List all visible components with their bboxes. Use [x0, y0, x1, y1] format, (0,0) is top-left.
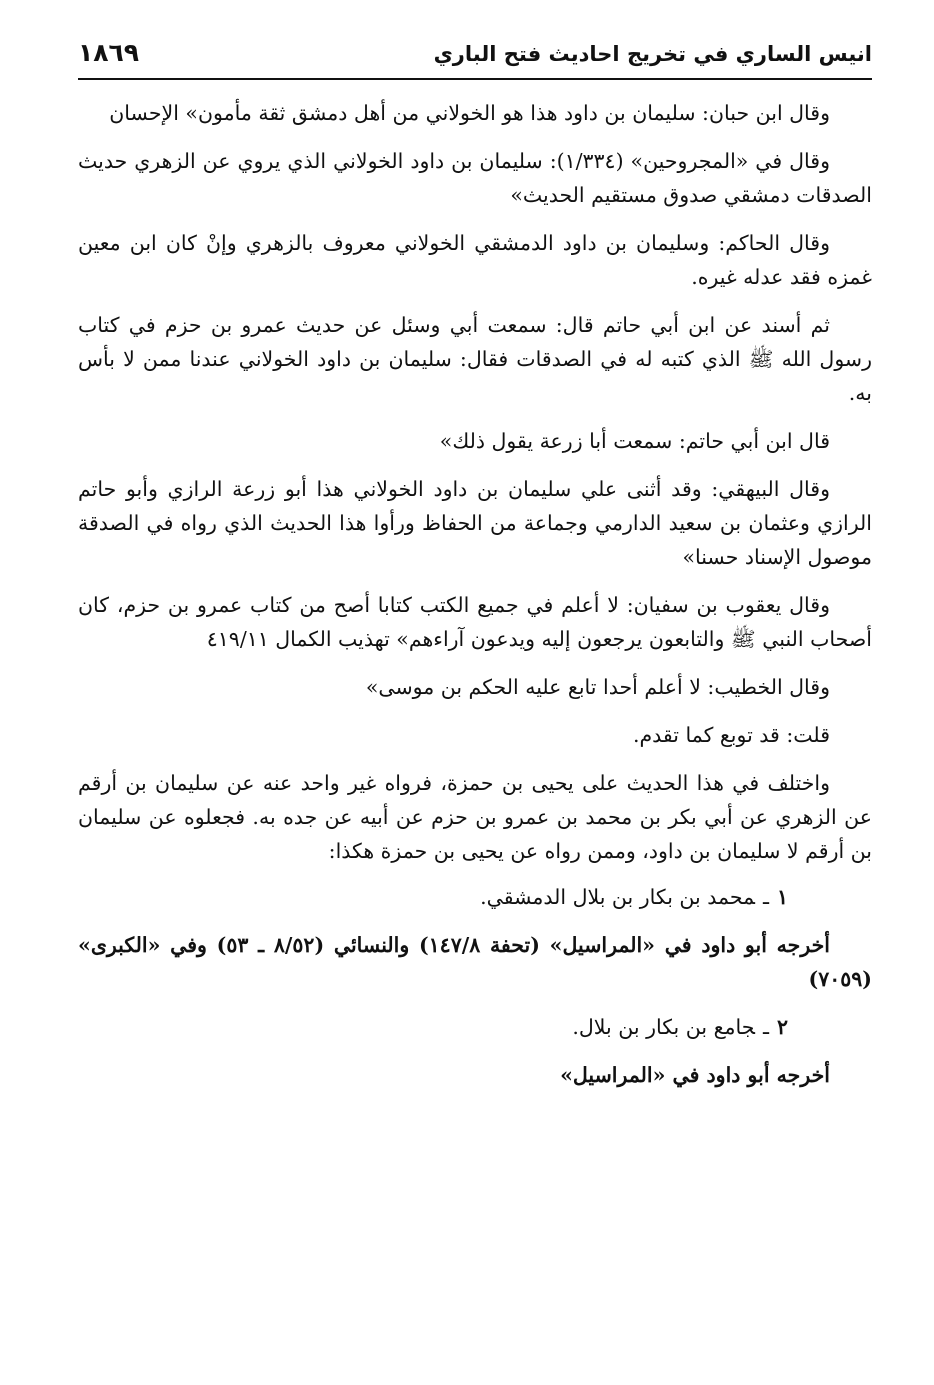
running-title: انيس الساري في تخريج احاديث فتح الباري — [433, 42, 872, 66]
page-header — [78, 38, 872, 80]
paragraph: واختلف في هذا الحديث على يحيى بن حمزة، فرواه غير واحد عنه عن سليمان بن أرقم عن الزهري عن أبي بكر بن محمد بن عمرو بن حزم عن أبيه عن جده به. فجعلوه عن سليمان بن أرقم لا سليمان بن داود، وممن رواه عن يحيى بن حمزة هكذا: — [78, 771, 872, 863]
list-item-source: أخرجه أبو داود في «المراسيل» (تحفة ١٤٧/٨) والنسائي (٨/٥٢ ـ ٥٣) وفي «الكبرى» (٧٠٥٩) — [78, 933, 872, 991]
paragraph: ثم أسند عن ابن أبي حاتم قال: سمعت أبي وسئل عن حديث عمرو بن حزم في كتاب رسول الله ﷺ الذي كتبه له في الصدقات فقال: سليمان بن داود الخولاني عندنا ممن لا بأس به. — [78, 313, 872, 405]
list-item-name: جامع بن بكار بن بلال. — [572, 1015, 755, 1039]
list-item-name: محمد بن بكار بن بلال الدمشقي. — [480, 885, 755, 909]
paragraph: قال ابن أبي حاتم: سمعت أبا زرعة يقول ذلك» — [439, 429, 830, 453]
body-text — [78, 96, 872, 1106]
list-item — [78, 880, 872, 914]
paragraph: وقال في «المجروحين» (١/٣٣٤): سليمان بن داود الخولاني الذي يروي عن الزهري حديث الصدقات دمشقي صدوق مستقيم الحديث» — [78, 149, 872, 207]
list-item-number: ٢ — [776, 1015, 788, 1039]
paragraph: قلت: قد توبع كما تقدم. — [632, 723, 830, 747]
page-number: ١٨٦٩ — [78, 38, 140, 67]
list-item-dash: ـ — [762, 1015, 769, 1039]
list-item-source: أخرجه أبو داود في «المراسيل» — [560, 1063, 830, 1087]
list-item-number: ١ — [776, 885, 788, 909]
paragraph: وقال الحاكم: وسليمان بن داود الدمشقي الخولاني معروف بالزهري وإنْ كان ابن معين غمزه فقد عدله غيره. — [78, 231, 872, 289]
paragraph: وقال يعقوب بن سفيان: لا أعلم في جميع الكتب كتابا أصح من كتاب عمرو بن حزم، كان أصحاب النبي ﷺ والتابعون يرجعون إليه ويدعون آراءهم» تهذيب الكمال ٤١٩/١١ — [78, 593, 872, 651]
list-item-dash: ـ — [762, 885, 769, 909]
paragraph: وقال الخطيب: لا أعلم أحدا تابع عليه الحكم بن موسى» — [365, 675, 830, 699]
list-item — [78, 1010, 872, 1044]
paragraph: وقال البيهقي: وقد أثنى علي سليمان بن داود الخولاني هذا أبو زرعة الرازي وأبو حاتم الرازي وعثمان بن سعيد الدارمي وجماعة من الحفاظ ورأوا هذا الحديث الذي رواه في الصدقة موصول الإسناد حسنا» — [78, 477, 872, 569]
paragraph: وقال ابن حبان: سليمان بن داود هذا هو الخولاني من أهل دمشق ثقة مأمون» الإحسان — [109, 101, 830, 125]
